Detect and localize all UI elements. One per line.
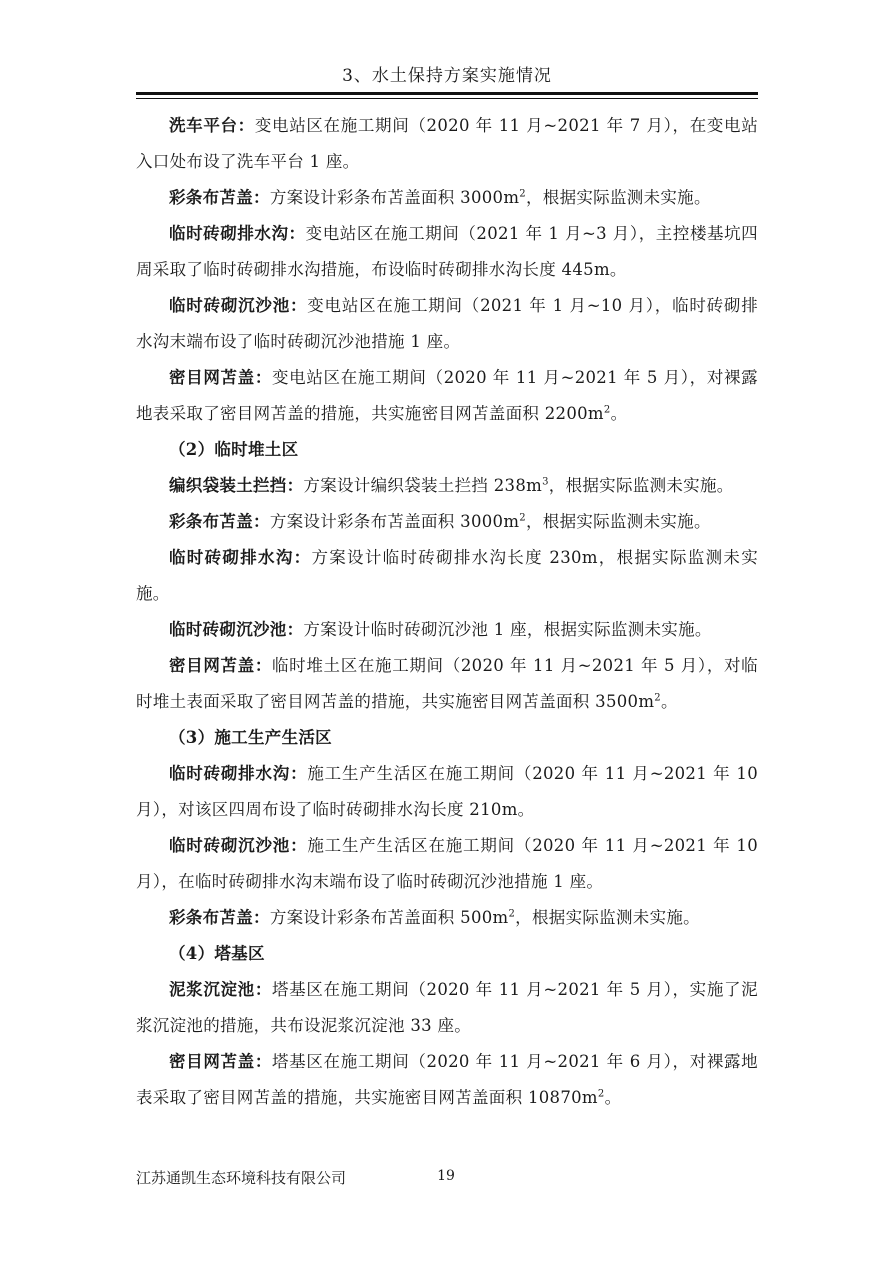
measure-paragraph <box>136 612 758 648</box>
measure-description: 施工生产生活区在施工期间（2020 年 11 月~2021 年 10 月），对该区四周布设了临时砖砌排水沟长度 210m。 <box>136 764 758 819</box>
measure-term: 密目网苫盖： <box>169 368 273 387</box>
measure-description-tail: 。 <box>610 404 628 423</box>
measure-description: 变电站区在施工期间（2021 年 1 月~3 月），主控楼基坑四周采取了临时砖砌排水沟措施，布设临时砖砌排水沟长度 445m。 <box>136 224 758 279</box>
measure-term: 临时砖砌排水沟： <box>169 764 308 783</box>
measure-term: 洗车平台： <box>169 116 255 135</box>
section-heading: （2）临时堆土区 <box>169 440 299 459</box>
measure-description: 方案设计临时砖砌沉沙池 1 座，根据实际监测未实施。 <box>303 620 712 639</box>
measure-description: 施工生产生活区在施工期间（2020 年 11 月~2021 年 10 月），在临时砖砌排水沟末端布设了临时砖砌沉沙池措施 1 座。 <box>136 836 758 891</box>
measure-description: 方案设计彩条布苫盖面积 500m <box>269 908 509 927</box>
measure-term: 彩条布苫盖： <box>169 908 270 927</box>
measure-description: 变电站区在施工期间（2021 年 1 月~10 月），临时砖砌排水沟末端布设了临时砖砌沉沙池措施 1 座。 <box>136 296 758 351</box>
measure-term: 彩条布苫盖： <box>169 188 270 207</box>
measure-description-tail: ，根据实际监测未实施。 <box>515 908 700 927</box>
section-heading: （3）施工生产生活区 <box>169 728 332 747</box>
page-header-title: 3、水土保持方案实施情况 <box>342 66 552 86</box>
measure-term: 临时砖砌沉沙池： <box>169 836 308 855</box>
measure-description: 方案设计彩条布苫盖面积 3000m <box>269 512 520 531</box>
measure-description: 方案设计编织袋装土拦挡 238m <box>303 476 543 495</box>
measure-paragraph <box>136 828 758 900</box>
footer-company: 江苏通凯生态环境科技有限公司 <box>136 1169 347 1187</box>
measure-paragraph <box>136 504 758 540</box>
measure-term: 临时砖砌沉沙池： <box>169 620 304 639</box>
measure-description: 塔基区在施工期间（2020 年 11 月~2021 年 6 月），对裸露地表采取了密目网苫盖的措施，共实施密目网苫盖面积 10870m <box>136 1052 758 1107</box>
body-text <box>136 108 758 1116</box>
measure-description-tail: 。 <box>660 692 678 711</box>
section-heading: （4）塔基区 <box>169 944 265 963</box>
unit-superscript: 2 <box>519 188 526 200</box>
header-rule-thick <box>136 92 758 95</box>
unit-superscript: 2 <box>603 404 611 416</box>
measure-term: 密目网苫盖： <box>169 656 273 675</box>
measure-paragraph <box>136 648 758 720</box>
measure-description: 变电站区在施工期间（2020 年 11 月~2021 年 7 月），在变电站入口处布设了洗车平台 1 座。 <box>136 116 759 171</box>
measure-paragraph <box>136 1044 758 1116</box>
measure-paragraph <box>136 288 758 360</box>
unit-superscript: 2 <box>508 908 516 920</box>
measure-description: 临时堆土区在施工期间（2020 年 11 月~2021 年 5 月），对临时堆土表面采取了密目网苫盖的措施，共实施密目网苫盖面积 3500m <box>136 656 758 711</box>
measure-term: 彩条布苫盖： <box>169 512 270 531</box>
measure-term: 编织袋装土拦挡： <box>169 476 304 495</box>
measure-paragraph <box>136 972 758 1044</box>
measure-term: 临时砖砌排水沟： <box>169 548 312 567</box>
measure-description: 塔基区在施工期间（2020 年 11 月~2021 年 5 月），实施了泥浆沉淀池的措施，共布设泥浆沉淀池 33 座。 <box>136 980 758 1035</box>
measure-term: 密目网苫盖： <box>169 1052 273 1071</box>
measure-paragraph <box>136 216 758 288</box>
measure-paragraph <box>136 108 758 180</box>
measure-paragraph <box>136 900 758 936</box>
measure-term: 临时砖砌沉沙池： <box>169 296 308 315</box>
measure-term: 泥浆沉淀池： <box>169 980 273 999</box>
unit-superscript: 2 <box>654 692 661 704</box>
header-rule-thin <box>136 98 758 99</box>
unit-superscript: 2 <box>597 1088 605 1100</box>
measure-paragraph <box>136 180 758 216</box>
measure-description-tail: 。 <box>604 1088 622 1107</box>
measure-paragraph <box>136 360 758 432</box>
measure-paragraph <box>136 468 758 504</box>
measure-description-tail: ，根据实际监测未实施。 <box>525 512 711 531</box>
unit-superscript: 2 <box>519 512 526 524</box>
measure-description: 方案设计临时砖砌排水沟长度 230m，根据实际监测未实施。 <box>136 548 759 603</box>
page-number: 19 <box>437 1168 455 1184</box>
measure-description-tail: ，根据实际监测未实施。 <box>548 476 734 495</box>
measure-paragraph <box>136 540 758 612</box>
measure-term: 临时砖砌排水沟： <box>169 224 306 243</box>
measure-paragraph <box>136 756 758 828</box>
measure-description-tail: ，根据实际监测未实施。 <box>525 188 711 207</box>
measure-description: 方案设计彩条布苫盖面积 3000m <box>269 188 520 207</box>
measure-description: 变电站区在施工期间（2020 年 11 月~2021 年 5 月），对裸露地表采取了密目网苫盖的措施，共实施密目网苫盖面积 2200m <box>136 368 758 423</box>
unit-superscript: 3 <box>542 476 549 488</box>
